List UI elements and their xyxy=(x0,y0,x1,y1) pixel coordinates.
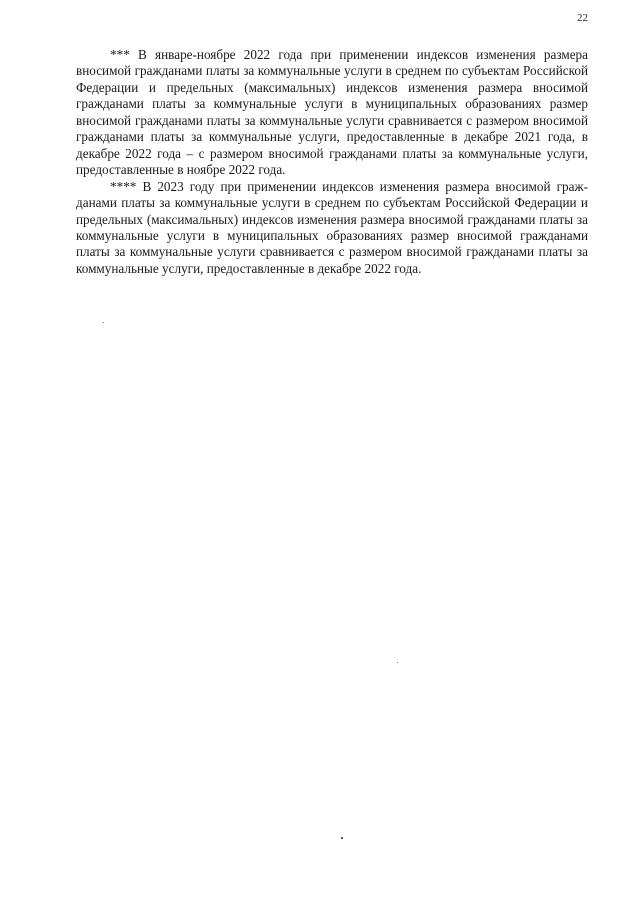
footnote-marker: **** xyxy=(110,178,137,194)
scan-speck xyxy=(341,837,343,839)
page-number: 22 xyxy=(577,12,588,24)
footnote-marker: *** xyxy=(110,47,130,62)
scan-speck xyxy=(397,662,398,663)
footnote-triple-asterisk xyxy=(76,47,588,179)
scan-speck xyxy=(103,322,104,323)
footnote-text: В 2023 году при применении индексов изменения размера вносимой гражданами платы за коммунальные услуги в среднем по субъектам Российской Федерации и предельных (максимальных) индексов изменения размера вносимой гражданами платы за коммунальные услуги в муниципальных образованиях размер вносимой гражданами платы за коммунальные услуги сравнивается с размером вносимой гражданами платы за коммунальные услуги, предоставленные в декабре 2022 года. xyxy=(76,178,588,276)
footnote-text: В январе-ноябре 2022 года при применении индексов изменения размера вносимой гражданами платы за коммунальные услуги в среднем по субъектам Российской Федерации и предельных (максимальных) индексов изменения размера вносимой гражданами платы за коммунальные услуги в муниципальных образованиях размер вносимой гражданами платы за коммунальные услуги сравнивается с размером вносимой гражданами платы за коммунальные услуги, предоставленные в декабре 2021 года, в декабре 2022 года – с размером вносимой гражданами платы за коммунальные услуги, предоставленные в ноябре 2022 года. xyxy=(76,47,588,178)
footnotes-section xyxy=(76,47,588,277)
footnote-quadruple-asterisk xyxy=(76,179,588,278)
